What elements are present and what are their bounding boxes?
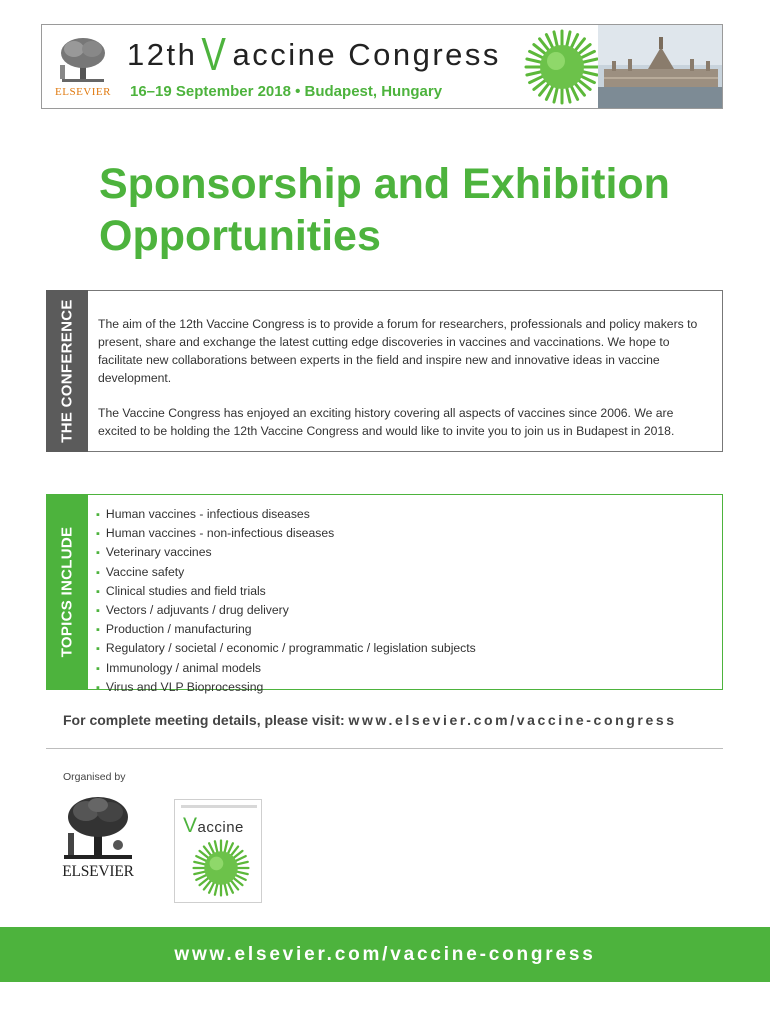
journal-title-rest: accine xyxy=(197,819,244,836)
elsevier-tree-icon xyxy=(52,35,114,85)
footer-url-bar[interactable]: www.elsevier.com/vaccine-congress xyxy=(0,927,770,982)
conference-description xyxy=(88,290,723,452)
meeting-details-link[interactable]: www.elsevier.com/vaccine-congress xyxy=(348,712,677,728)
elsevier-wordmark: ELSEVIER xyxy=(62,863,134,880)
conference-tab-label: THE CONFERENCE xyxy=(58,299,76,443)
virus-icon xyxy=(520,27,604,107)
topics-tab xyxy=(46,494,88,690)
list-item: ▪ Immunology / animal models xyxy=(96,659,712,678)
banner-title-rest: accine Congress xyxy=(232,37,501,72)
list-item: ▪ Veterinary vaccines xyxy=(96,543,712,562)
journal-title-v: V xyxy=(183,814,198,837)
list-item: ▪ Vectors / adjuvants / drug delivery xyxy=(96,601,712,620)
page-heading: Sponsorship and Exhibition Opportunities xyxy=(99,160,670,260)
conference-paragraph: The Vaccine Congress has enjoyed an exciting history covering all aspects of vaccines since 2006. We are excited to be holding the 12th Vaccine Congress and would like to invite you to join us in Budapest in 2018. xyxy=(98,406,675,438)
journal-title xyxy=(183,814,244,838)
list-item: ▪ Production / manufacturing xyxy=(96,620,712,639)
elsevier-logo xyxy=(58,795,138,881)
organised-by-label: Organised by xyxy=(63,771,126,783)
banner-title-prefix: 12th xyxy=(127,37,198,72)
virus-icon xyxy=(189,836,253,900)
conference-paragraph: The aim of the 12th Vaccine Congress is to provide a forum for researchers, professionals and policy makers to present, share and exchange the latest cutting edge discoveries in vaccines and vaccinations. We hope to facilitate new collaborations between experts in the field and inspire new and innovative ideas in vaccine development. xyxy=(98,317,698,385)
budapest-parliament-image xyxy=(598,25,723,109)
elsevier-tree-icon xyxy=(60,795,136,861)
list-item: ▪ Regulatory / societal / economic / programmatic / legislation subjects xyxy=(96,639,712,658)
congress-banner xyxy=(41,24,723,109)
list-item: ▪ Vaccine safety xyxy=(96,563,712,582)
elsevier-banner-logo xyxy=(52,35,114,101)
list-item: ▪ Human vaccines - non-infectious diseases xyxy=(96,524,712,543)
meeting-details-prefix: For complete meeting details, please visit: xyxy=(63,712,349,728)
list-item: ▪ Clinical studies and field trials xyxy=(96,582,712,601)
journal-header-bar xyxy=(181,805,257,808)
topics-tab-label: TOPICS INCLUDE xyxy=(58,526,76,658)
list-item: ▪ Human vaccines - infectious diseases xyxy=(96,505,712,524)
conference-tab xyxy=(46,290,88,452)
divider xyxy=(46,748,723,749)
banner-title-v: V xyxy=(201,28,229,80)
banner-title xyxy=(127,28,501,80)
banner-subtitle: 16–19 September 2018 • Budapest, Hungary xyxy=(130,83,443,100)
vaccine-journal-cover xyxy=(174,799,262,903)
topics-list-box xyxy=(88,494,723,694)
topics-list xyxy=(96,505,712,697)
list-item: ▪ Virus and VLP Bioprocessing xyxy=(96,678,712,697)
elsevier-banner-wordmark: ELSEVIER xyxy=(55,86,111,98)
meeting-details-line xyxy=(63,712,677,728)
